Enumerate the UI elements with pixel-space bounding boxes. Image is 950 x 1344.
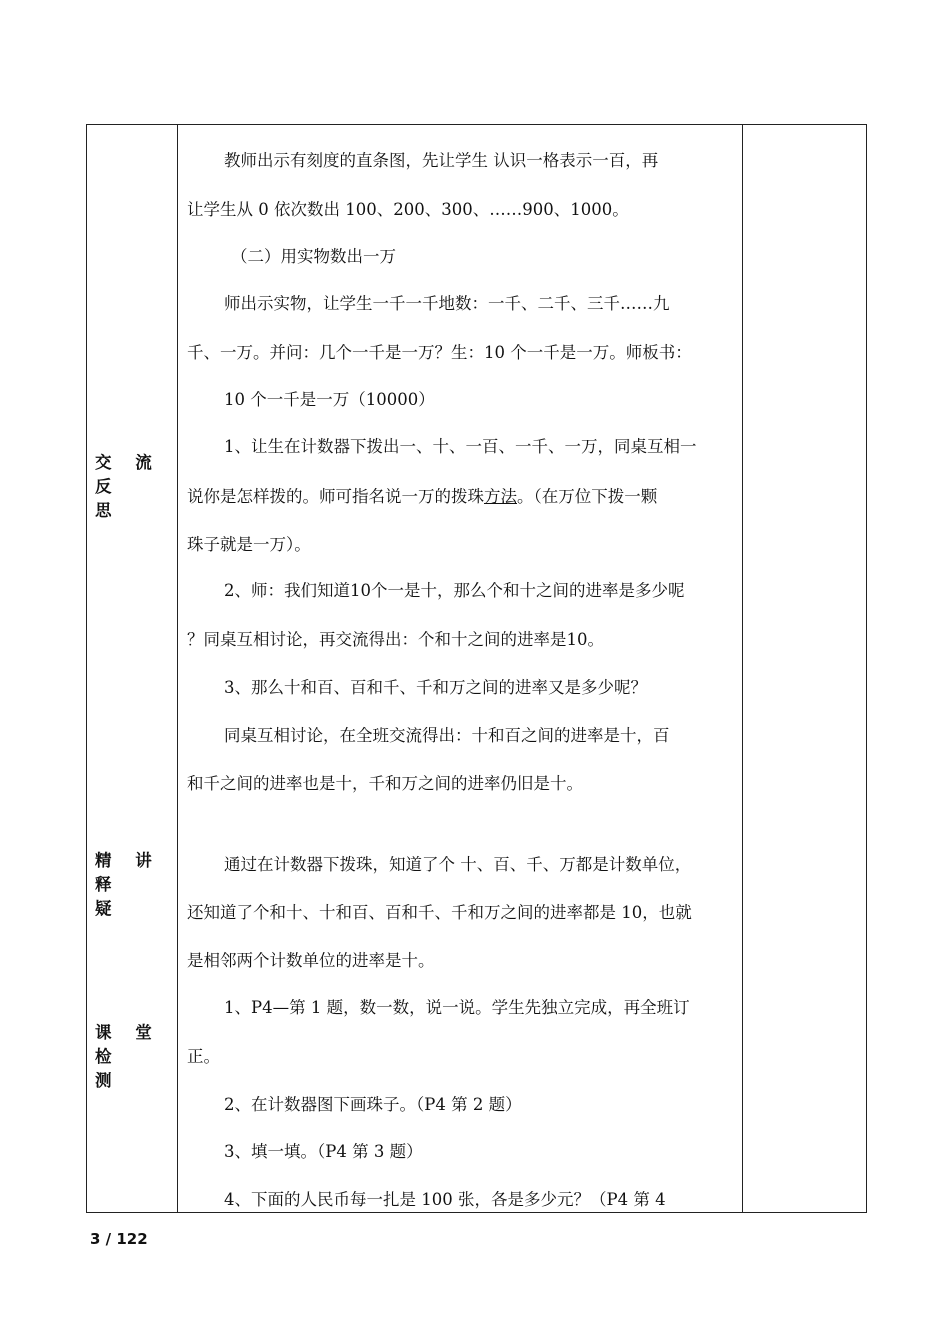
section-label-jiaoliu: 交 流 反 思 [95,453,161,520]
section-label-jingjiang: 精 讲 释 疑 [95,851,161,918]
paragraph-line: 同桌互相讨论，在全班交流得出：十和百之间的进率是十，百 [224,726,670,745]
paragraph-line: 3、那么十和百、百和千、千和万之间的进率又是多少呢？ [224,678,647,697]
paragraph-line: 师出示实物，让学生一千一千地数：一千、二千、三千……九 [224,294,670,313]
lesson-table [86,124,867,1213]
column-divider-1 [177,125,178,1212]
paragraph-line: 1、P4—第 1 题，数一数，说一说。学生先独立完成，再全班订 [224,998,690,1017]
underlined-text: 方法 [484,487,517,506]
paragraph-line: 说你是怎样拨的。师可指名说一万的拨珠方法。（在万位下拨一颗 [187,487,658,506]
paragraph-line: 通过在计数器下拨珠，知道了个 十、百、千、万都是计数单位， [224,855,692,874]
page-number: 3 / 122 [90,1230,148,1248]
paragraph-line: 4、下面的人民币每一扎是 100 张，各是多少元？（P4 第 4 [224,1190,666,1209]
column-divider-2 [742,125,743,1212]
paragraph-line: ？同桌互相讨论，再交流得出：个和十之间的进率是10。 [187,630,604,649]
paragraph-line: 2、师：我们知道10个一是十，那么个和十之间的进率是多少呢 [224,581,685,600]
paragraph-line: 珠子就是一万）。 [187,535,311,554]
paragraph-line: 教师出示有刻度的直条图，先让学生 认识一格表示一百，再 [224,151,659,170]
paragraph-line: 是相邻两个计数单位的进率是十。 [187,951,435,970]
section-heading: （二）用实物数出一万 [231,247,396,266]
paragraph-line: 和千之间的进率也是十，千和万之间的进率仍旧是十。 [187,774,583,793]
paragraph-line: 2、在计数器图下画珠子。（P4 第 2 题） [224,1095,522,1114]
paragraph-line: 千、一万。并问：几个一千是一万？生：10 个一千是一万。师板书： [187,343,692,362]
section-label-ketang: 课 堂 检 测 [95,1023,161,1090]
paragraph-line: 10 个一千是一万（10000） [224,390,435,409]
paragraph-line: 还知道了个和十、十和百、百和千、千和万之间的进率都是 10，也就 [187,903,692,922]
paragraph-line: 1、让生在计数器下拨出一、十、一百、一千、一万，同桌互相一 [224,437,697,456]
paragraph-line: 正。 [187,1047,220,1066]
paragraph-line: 让学生从 0 依次数出 100、200、300、……900、1000。 [187,200,629,219]
paragraph-line: 3、填一填。（P4 第 3 题） [224,1142,423,1161]
